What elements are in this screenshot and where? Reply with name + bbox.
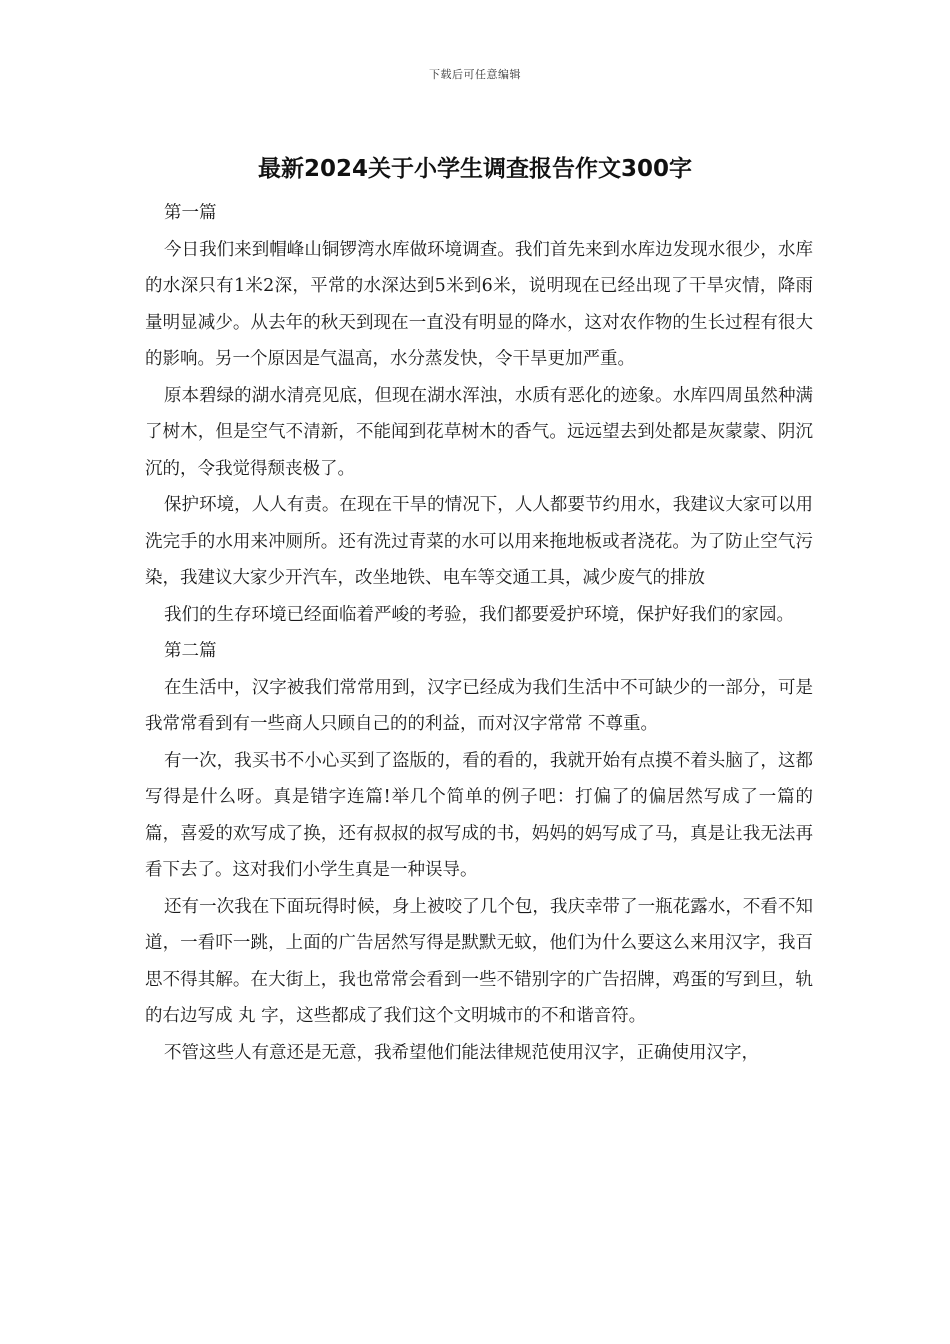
header-note: 下载后可任意编辑 xyxy=(429,68,521,81)
section-heading: 第一篇 xyxy=(164,203,217,223)
section-1 xyxy=(145,195,813,633)
paragraph: 不管这些人有意还是无意，我希望他们能法律规范使用汉字，正确使用汉字， xyxy=(164,1042,759,1063)
section-heading: 第二篇 xyxy=(164,641,217,661)
document-body xyxy=(145,195,813,1071)
paragraph: 今日我们来到帽峰山铜锣湾水库做环境调查。我们首先来到水库边发现水很少，水库的水深只有1米2深，平常的水深达到5米到6米，说明现在已经出现了干旱灾情，降雨量明显减少。从去年的秋天到现在一直没有明显的降水，这对农作物的生长过程有很大的影响。另一个原因是气温高，水分蒸发快，令干旱更加严重。 xyxy=(145,239,813,369)
paragraph: 在生活中，汉字被我们常常用到，汉字已经成为我们生活中不可缺少的一部分，可是我常常看到有一些商人只顾自己的的利益，而对汉字常常 不尊重。 xyxy=(145,677,813,734)
document-title: 最新2024关于小学生调查报告作文300字 xyxy=(257,156,693,182)
paragraph: 有一次，我买书不小心买到了盗版的，看的看的，我就开始有点摸不着头脑了，这都写得是什么呀。真是错字连篇!举几个简单的例子吧：打偏了的偏居然写成了一篇的篇，喜爱的欢写成了换，还有叔叔的叔写成的书，妈妈的妈写成了马，真是让我无法再看下去了。这对我们小学生真是一种误导。 xyxy=(145,750,813,880)
paragraph: 还有一次我在下面玩得时候，身上被咬了几个包，我庆幸带了一瓶花露水，不看不知道，一看吓一跳，上面的广告居然写得是默默无蚊，他们为什么要这么来用汉字，我百思不得其解。在大街上，我也常常会看到一些不错别字的广告招牌，鸡蛋的写到旦，轨的右边写成 丸 字，这些都成了我们这个文明城市的不和谐音符。 xyxy=(145,896,813,1026)
section-2 xyxy=(145,633,813,1071)
paragraph: 我们的生存环境已经面临着严峻的考验，我们都要爱护环境，保护好我们的家园。 xyxy=(164,604,794,625)
paragraph: 保护环境，人人有责。在现在干旱的情况下，人人都要节约用水，我建议大家可以用洗完手的水用来冲厕所。还有洗过青菜的水可以用来拖地板或者浇花。为了防止空气污染，我建议大家少开汽车，改坐地铁、电车等交通工具，减少废气的排放 xyxy=(145,495,813,588)
paragraph: 原本碧绿的湖水清亮见底，但现在湖水浑浊，水质有恶化的迹象。水库四周虽然种满了树木，但是空气不清新，不能闻到花草树木的香气。远远望去到处都是灰蒙蒙、阴沉沉的，令我觉得颓丧极了。 xyxy=(145,385,813,479)
